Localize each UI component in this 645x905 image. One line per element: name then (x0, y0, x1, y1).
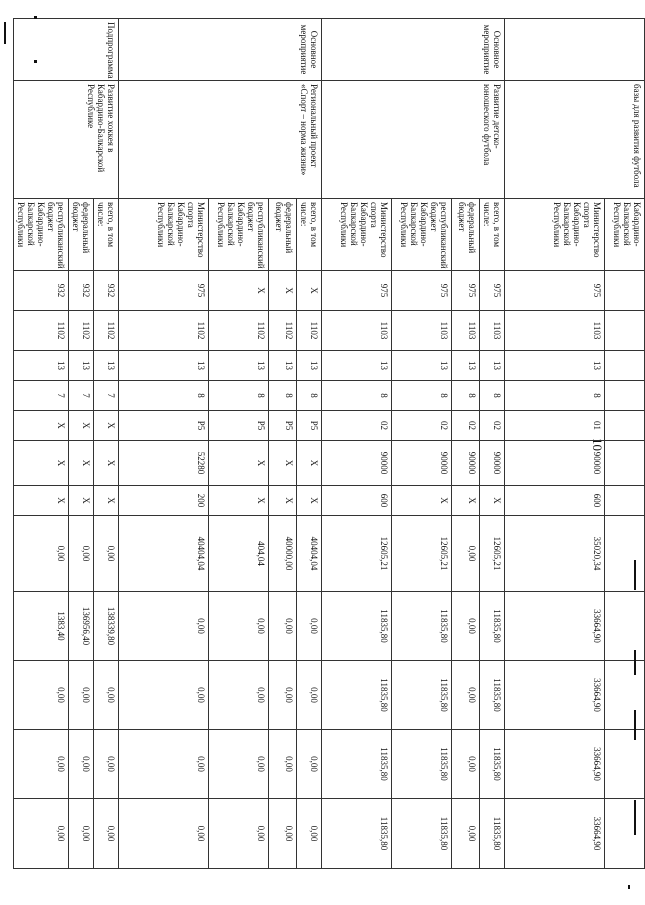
value-cell-y2022: 0,00 (119, 730, 209, 799)
value-cell-rz: 1102 (119, 311, 209, 351)
value-cell-rz: 1102 (297, 311, 322, 351)
value-cell-rz: 1103 (392, 311, 452, 351)
value-cell-csr1: 7 (14, 381, 69, 411)
source-cell: федеральный бюджет (269, 199, 297, 271)
row-name-cell: базы для развития футбола (505, 81, 645, 199)
row-type-cell: Основное мероприятие (119, 19, 322, 81)
value-cell-csr3: X (94, 441, 119, 486)
value-cell-csr2: 02 (392, 411, 452, 441)
value-cell-vr: X (297, 486, 322, 516)
value-cell-y2022: 0,00 (94, 730, 119, 799)
value-cell-pr: 13 (209, 351, 269, 381)
value-cell-rz: 1102 (269, 311, 297, 351)
value-cell-csr2 (605, 411, 645, 441)
value-cell-y2021: 0,00 (94, 661, 119, 730)
scan-mark (34, 60, 37, 63)
value-cell-y2020: 0,00 (297, 592, 322, 661)
value-cell-y2022: 11835,80 (322, 730, 392, 799)
value-cell-y2019: 40404,04 (119, 516, 209, 592)
value-cell-csr2: P5 (209, 411, 269, 441)
scan-mark (634, 710, 636, 740)
budget-table (13, 18, 645, 869)
value-cell-y2021: 0,00 (269, 661, 297, 730)
value-cell-y2022: 33664,90 (505, 730, 605, 799)
value-cell-codes: X (269, 271, 297, 311)
value-cell-rz: 1103 (505, 311, 605, 351)
value-cell-csr3: X (69, 441, 94, 486)
scan-mark (634, 650, 636, 675)
value-cell-csr3: X (14, 441, 69, 486)
value-cell-csr3: 90000 (480, 441, 505, 486)
value-cell-pr: 13 (297, 351, 322, 381)
row-type-cell: Подпрограмма (14, 19, 119, 81)
value-cell-csr2: 02 (322, 411, 392, 441)
value-cell-csr2: P5 (297, 411, 322, 441)
value-cell-vr: X (94, 486, 119, 516)
source-cell: всего, в том числе: (480, 199, 505, 271)
value-cell-codes (605, 271, 645, 311)
value-cell-csr2: X (94, 411, 119, 441)
value-cell-codes: 975 (322, 271, 392, 311)
value-cell-rz: 1102 (69, 311, 94, 351)
value-cell-vr: 600 (322, 486, 392, 516)
value-cell-y2023: 0,00 (94, 799, 119, 869)
value-cell-y2021: 11835,80 (322, 661, 392, 730)
value-cell-y2022: 0,00 (452, 730, 480, 799)
value-cell-vr: X (14, 486, 69, 516)
value-cell-vr: X (452, 486, 480, 516)
value-cell-y2021: 0,00 (209, 661, 269, 730)
value-cell-vr: X (392, 486, 452, 516)
value-cell-y2023: 0,00 (209, 799, 269, 869)
value-cell-y2020: 0,00 (452, 592, 480, 661)
value-cell-csr1: 8 (392, 381, 452, 411)
value-cell-csr3: X (269, 441, 297, 486)
value-cell-y2023: 11835,80 (392, 799, 452, 869)
value-cell-rz: 1102 (14, 311, 69, 351)
source-cell: федеральный бюджет (452, 199, 480, 271)
value-cell-y2021: 0,00 (119, 661, 209, 730)
scan-mark (634, 800, 636, 835)
value-cell-vr: X (69, 486, 94, 516)
value-cell-y2019 (605, 516, 645, 592)
value-cell-y2022: 0,00 (269, 730, 297, 799)
value-cell-csr1: 8 (322, 381, 392, 411)
value-cell-y2023: 0,00 (69, 799, 94, 869)
value-cell-y2023: 0,00 (119, 799, 209, 869)
value-cell-y2023: 0,00 (14, 799, 69, 869)
value-cell-y2022: 0,00 (69, 730, 94, 799)
value-cell-rz: 1102 (94, 311, 119, 351)
value-cell-y2020: 11835,80 (392, 592, 452, 661)
value-cell-y2021: 0,00 (297, 661, 322, 730)
table-row (297, 19, 322, 869)
value-cell-y2020: 11835,80 (480, 592, 505, 661)
value-cell-y2020: 136956,40 (69, 592, 94, 661)
value-cell-y2022: 0,00 (14, 730, 69, 799)
value-cell-csr3: X (209, 441, 269, 486)
value-cell-y2022: 0,00 (297, 730, 322, 799)
value-cell-y2019: 40404,04 (297, 516, 322, 592)
value-cell-csr1: 8 (297, 381, 322, 411)
value-cell-csr3: 90000 (322, 441, 392, 486)
source-cell: Министерство спорта Кабардино-Балкарской Республики (505, 199, 605, 271)
value-cell-csr3: 90000 (452, 441, 480, 486)
value-cell-y2020: 0,00 (209, 592, 269, 661)
value-cell-csr1: 8 (480, 381, 505, 411)
scan-mark (628, 885, 630, 889)
row-name-cell: Региональный проект «Спорт – норма жизни» (119, 81, 322, 199)
row-name-cell: Развитие детско-юношеского футбола (322, 81, 505, 199)
value-cell-pr: 13 (94, 351, 119, 381)
value-cell-codes: X (209, 271, 269, 311)
value-cell-y2019: 0,00 (14, 516, 69, 592)
value-cell-vr: 200 (119, 486, 209, 516)
row-name-cell: Развитие хоккея в Кабардино-Балкарской Республике (14, 81, 119, 199)
table-row (94, 19, 119, 869)
value-cell-csr1: 7 (94, 381, 119, 411)
value-cell-y2019: 0,00 (94, 516, 119, 592)
value-cell-codes: X (297, 271, 322, 311)
value-cell-codes: 932 (69, 271, 94, 311)
value-cell-vr (605, 486, 645, 516)
value-cell-rz: 1103 (480, 311, 505, 351)
value-cell-codes: 975 (480, 271, 505, 311)
value-cell-csr1: 8 (505, 381, 605, 411)
value-cell-csr3: X (297, 441, 322, 486)
value-cell-csr3: 90000 (392, 441, 452, 486)
scan-mark (34, 16, 37, 19)
value-cell-y2022: 11835,80 (392, 730, 452, 799)
value-cell-y2019: 0,00 (69, 516, 94, 592)
value-cell-csr2: 02 (452, 411, 480, 441)
source-cell: всего, в том числе: (94, 199, 119, 271)
value-cell-codes: 975 (119, 271, 209, 311)
value-cell-y2021: 33664,90 (505, 661, 605, 730)
value-cell-y2021: 11835,80 (392, 661, 452, 730)
rotated-table-wrapper (16, 18, 645, 868)
source-cell: федеральный бюджет (69, 199, 94, 271)
value-cell-y2020: 138339,80 (94, 592, 119, 661)
value-cell-rz: 1102 (209, 311, 269, 351)
value-cell-y2020: 0,00 (269, 592, 297, 661)
value-cell-y2023 (605, 799, 645, 869)
value-cell-rz (605, 311, 645, 351)
value-cell-y2021: 0,00 (452, 661, 480, 730)
value-cell-y2023: 0,00 (452, 799, 480, 869)
value-cell-y2023: 11835,80 (480, 799, 505, 869)
value-cell-vr: 600 (505, 486, 605, 516)
source-cell: республиканский бюджет Кабардино-Балкарской Республики (14, 199, 69, 271)
value-cell-pr: 13 (269, 351, 297, 381)
value-cell-y2022: 0,00 (209, 730, 269, 799)
scan-mark (634, 560, 636, 590)
value-cell-csr2: P5 (119, 411, 209, 441)
value-cell-y2023: 33664,90 (505, 799, 605, 869)
value-cell-y2021: 11835,80 (480, 661, 505, 730)
source-cell: Министерство спорта Кабардино-Балкарской Республики (322, 199, 392, 271)
value-cell-csr2: X (69, 411, 94, 441)
value-cell-csr2: 02 (480, 411, 505, 441)
source-cell: всего, в том числе: (297, 199, 322, 271)
value-cell-csr3 (605, 441, 645, 486)
page-number: 10 (590, 438, 605, 451)
value-cell-y2023: 0,00 (269, 799, 297, 869)
value-cell-csr1: 7 (69, 381, 94, 411)
table-row (605, 19, 645, 869)
value-cell-csr3: 90000 (505, 441, 605, 486)
value-cell-y2019: 12605,21 (322, 516, 392, 592)
value-cell-csr3: 52280 (119, 441, 209, 486)
value-cell-vr: X (480, 486, 505, 516)
source-cell: республиканский бюджет Кабардино-Балкарской Республики (392, 199, 452, 271)
value-cell-pr: 13 (505, 351, 605, 381)
value-cell-vr: X (209, 486, 269, 516)
value-cell-csr1: 8 (452, 381, 480, 411)
value-cell-y2020 (605, 592, 645, 661)
value-cell-y2022 (605, 730, 645, 799)
value-cell-y2020: 1383,40 (14, 592, 69, 661)
value-cell-pr: 13 (452, 351, 480, 381)
value-cell-codes: 975 (505, 271, 605, 311)
value-cell-y2021 (605, 661, 645, 730)
value-cell-y2019: 404,04 (209, 516, 269, 592)
value-cell-pr: 13 (14, 351, 69, 381)
value-cell-codes: 932 (14, 271, 69, 311)
value-cell-y2020: 33664,90 (505, 592, 605, 661)
value-cell-csr2: 01 (505, 411, 605, 441)
value-cell-codes: 975 (452, 271, 480, 311)
source-cell: Министерство спорта Кабардино-Балкарской Республики (119, 199, 209, 271)
value-cell-pr: 13 (392, 351, 452, 381)
value-cell-pr: 13 (119, 351, 209, 381)
value-cell-csr1: 8 (209, 381, 269, 411)
value-cell-csr2: X (14, 411, 69, 441)
value-cell-codes: 975 (392, 271, 452, 311)
source-cell: Кабардино-Балкарской Республики (605, 199, 645, 271)
value-cell-pr: 13 (69, 351, 94, 381)
value-cell-csr2: P5 (269, 411, 297, 441)
table-row (480, 19, 505, 869)
value-cell-csr1: 8 (269, 381, 297, 411)
value-cell-y2019: 40000,00 (269, 516, 297, 592)
value-cell-pr (605, 351, 645, 381)
value-cell-rz: 1103 (452, 311, 480, 351)
value-cell-csr1: 8 (119, 381, 209, 411)
value-cell-y2019: 12605,21 (392, 516, 452, 592)
value-cell-y2023: 11835,80 (322, 799, 392, 869)
row-type-cell: Основное мероприятие (322, 19, 505, 81)
value-cell-csr1 (605, 381, 645, 411)
value-cell-y2019: 35020,34 (505, 516, 605, 592)
source-cell: республиканский бюджет Кабардино-Балкарской Республики (209, 199, 269, 271)
scan-mark (4, 22, 6, 44)
value-cell-rz: 1103 (322, 311, 392, 351)
value-cell-y2021: 0,00 (69, 661, 94, 730)
row-type-cell (505, 19, 645, 81)
value-cell-pr: 13 (480, 351, 505, 381)
value-cell-y2021: 0,00 (14, 661, 69, 730)
value-cell-y2023: 0,00 (297, 799, 322, 869)
value-cell-y2020: 0,00 (119, 592, 209, 661)
value-cell-y2020: 11835,80 (322, 592, 392, 661)
value-cell-y2022: 11835,80 (480, 730, 505, 799)
value-cell-y2019: 12605,21 (480, 516, 505, 592)
value-cell-y2019: 0,00 (452, 516, 480, 592)
value-cell-pr: 13 (322, 351, 392, 381)
value-cell-codes: 932 (94, 271, 119, 311)
value-cell-vr: X (269, 486, 297, 516)
